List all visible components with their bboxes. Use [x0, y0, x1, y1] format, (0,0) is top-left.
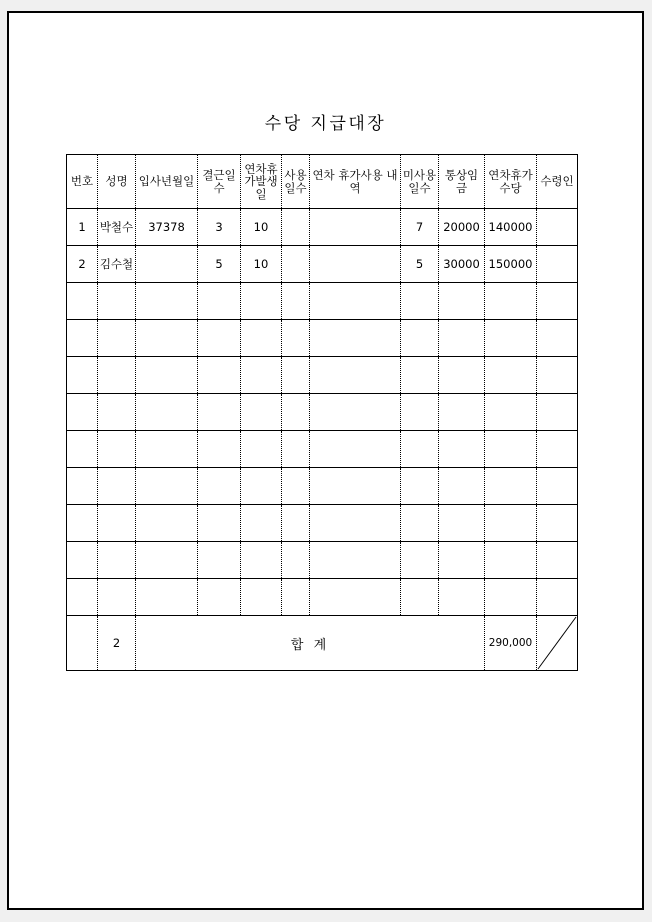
column-header-leave-allowance-label: 연차휴가수당 — [488, 168, 533, 195]
table-row[interactable] — [67, 505, 578, 542]
table-row[interactable] — [67, 431, 578, 468]
column-header-name-label: 성명 — [105, 174, 128, 189]
cell-absence-days: 5 — [198, 246, 241, 283]
cell-receiver — [537, 468, 578, 505]
table-row[interactable] — [67, 209, 578, 246]
cell-name — [98, 431, 136, 468]
cell-receiver — [537, 431, 578, 468]
table-row[interactable] — [67, 283, 578, 320]
cell-annual-leave-days: 10 — [241, 209, 282, 246]
cell-used-days — [282, 246, 310, 283]
table-total-row[interactable] — [67, 616, 578, 671]
cell-name: 김수철 — [98, 246, 136, 283]
cell-leave-allowance — [485, 505, 537, 542]
document-page — [7, 11, 644, 910]
cell-used-days — [282, 468, 310, 505]
cell-used-days — [282, 579, 310, 616]
cell-ordinary-wage — [439, 505, 485, 542]
column-header-leave-allowance — [485, 155, 537, 209]
cell-receiver — [537, 542, 578, 579]
cell-leave-allowance — [485, 579, 537, 616]
cell-name: 박철수 — [98, 209, 136, 246]
cell-usage-detail — [310, 246, 401, 283]
total-cell-count: 2 — [98, 616, 136, 671]
cell-join-date — [136, 505, 198, 542]
column-header-ordinary-wage-label: 통상임금 — [444, 168, 479, 195]
column-header-receiver — [537, 155, 578, 209]
cell-no — [67, 468, 98, 505]
cell-absence-days — [198, 505, 241, 542]
cell-join-date — [136, 357, 198, 394]
cell-join-date — [136, 579, 198, 616]
cell-unused-days — [401, 320, 439, 357]
column-header-annual-leave-days — [241, 155, 282, 209]
cell-ordinary-wage: 30000 — [439, 246, 485, 283]
cell-used-days — [282, 283, 310, 320]
cell-join-date — [136, 542, 198, 579]
cell-used-days — [282, 505, 310, 542]
cell-ordinary-wage — [439, 320, 485, 357]
cell-annual-leave-days — [241, 505, 282, 542]
cell-leave-allowance: 140000 — [485, 209, 537, 246]
cell-annual-leave-days — [241, 542, 282, 579]
cell-used-days — [282, 320, 310, 357]
column-header-no-label: 번호 — [70, 174, 94, 189]
cell-leave-allowance — [485, 283, 537, 320]
cell-name — [98, 542, 136, 579]
cell-usage-detail — [310, 431, 401, 468]
column-header-used-days-label: 사용일수 — [284, 168, 307, 195]
table-row[interactable] — [67, 246, 578, 283]
cell-join-date — [136, 320, 198, 357]
cell-no — [67, 579, 98, 616]
table-row[interactable] — [67, 357, 578, 394]
total-amount: 290,000 — [485, 616, 537, 671]
cell-receiver — [537, 579, 578, 616]
cell-ordinary-wage — [439, 357, 485, 394]
cell-absence-days — [198, 542, 241, 579]
cell-usage-detail — [310, 357, 401, 394]
cell-leave-allowance — [485, 431, 537, 468]
cell-absence-days: 3 — [198, 209, 241, 246]
cell-used-days — [282, 542, 310, 579]
cell-no — [67, 394, 98, 431]
column-header-no — [67, 155, 98, 209]
cell-no — [67, 283, 98, 320]
cell-ordinary-wage — [439, 283, 485, 320]
cell-leave-allowance — [485, 468, 537, 505]
cell-unused-days: 5 — [401, 246, 439, 283]
cell-used-days — [282, 209, 310, 246]
table-row[interactable] — [67, 320, 578, 357]
cell-absence-days — [198, 394, 241, 431]
cell-ordinary-wage — [439, 468, 485, 505]
cell-join-date — [136, 283, 198, 320]
cell-ordinary-wage — [439, 542, 485, 579]
column-header-receiver-label: 수령인 — [540, 174, 574, 189]
cell-absence-days — [198, 431, 241, 468]
cell-annual-leave-days — [241, 320, 282, 357]
cell-unused-days — [401, 394, 439, 431]
table-row[interactable] — [67, 542, 578, 579]
cell-name — [98, 357, 136, 394]
cell-usage-detail — [310, 394, 401, 431]
table-header-row — [67, 155, 578, 209]
cell-leave-allowance: 150000 — [485, 246, 537, 283]
column-header-usage-detail — [310, 155, 401, 209]
table-row[interactable] — [67, 468, 578, 505]
cell-annual-leave-days — [241, 283, 282, 320]
cell-name — [98, 283, 136, 320]
cell-usage-detail — [310, 320, 401, 357]
column-header-absence-days-label: 결근일수 — [202, 168, 236, 195]
cell-no — [67, 320, 98, 357]
cell-used-days — [282, 394, 310, 431]
cell-ordinary-wage — [439, 431, 485, 468]
column-header-join-date — [136, 155, 198, 209]
cell-absence-days — [198, 579, 241, 616]
cell-absence-days — [198, 283, 241, 320]
cell-receiver — [537, 394, 578, 431]
cell-unused-days — [401, 357, 439, 394]
column-header-ordinary-wage — [439, 155, 485, 209]
cell-receiver — [537, 505, 578, 542]
cell-receiver — [537, 246, 578, 283]
cell-usage-detail — [310, 579, 401, 616]
cell-absence-days — [198, 320, 241, 357]
cell-join-date — [136, 246, 198, 283]
cell-leave-allowance — [485, 320, 537, 357]
cell-name — [98, 394, 136, 431]
column-header-unused-days-label: 미사용일수 — [402, 168, 437, 195]
total-label: 합 계 — [136, 616, 485, 671]
cell-usage-detail — [310, 209, 401, 246]
cell-join-date — [136, 468, 198, 505]
cell-ordinary-wage — [439, 579, 485, 616]
cell-usage-detail — [310, 468, 401, 505]
cell-no — [67, 542, 98, 579]
cell-unused-days — [401, 505, 439, 542]
table-body — [67, 209, 578, 671]
cell-name — [98, 505, 136, 542]
column-header-name — [98, 155, 136, 209]
cell-used-days — [282, 357, 310, 394]
cell-annual-leave-days — [241, 394, 282, 431]
cell-ordinary-wage — [439, 394, 485, 431]
total-cell-receiver-struck — [537, 616, 578, 671]
cell-leave-allowance — [485, 357, 537, 394]
cell-no — [67, 357, 98, 394]
column-header-join-date-label: 입사년월일 — [138, 174, 195, 189]
cell-join-date — [136, 394, 198, 431]
column-header-absence-days — [198, 155, 241, 209]
allowance-ledger-table-wrapper — [66, 154, 577, 671]
cell-unused-days — [401, 579, 439, 616]
cell-name — [98, 320, 136, 357]
column-header-unused-days — [401, 155, 439, 209]
cell-no: 2 — [67, 246, 98, 283]
cell-absence-days — [198, 468, 241, 505]
cell-join-date: 37378 — [136, 209, 198, 246]
column-header-annual-leave-days-label: 연차휴가발생일 — [244, 161, 278, 201]
cell-unused-days — [401, 542, 439, 579]
cell-used-days — [282, 431, 310, 468]
table-row[interactable] — [67, 579, 578, 616]
total-cell-no — [67, 616, 98, 671]
page-title: 수당 지급대장 — [264, 114, 387, 134]
cell-name — [98, 579, 136, 616]
cell-annual-leave-days: 10 — [241, 246, 282, 283]
column-header-usage-detail-label: 연차 휴가사용 내역 — [312, 168, 398, 195]
cell-annual-leave-days — [241, 468, 282, 505]
allowance-ledger-table — [66, 154, 578, 671]
diagonal-strike-icon — [537, 616, 577, 670]
cell-annual-leave-days — [241, 357, 282, 394]
cell-annual-leave-days — [241, 431, 282, 468]
cell-usage-detail — [310, 542, 401, 579]
cell-name — [98, 468, 136, 505]
cell-no — [67, 505, 98, 542]
cell-ordinary-wage: 20000 — [439, 209, 485, 246]
cell-usage-detail — [310, 283, 401, 320]
cell-absence-days — [198, 357, 241, 394]
cell-unused-days — [401, 468, 439, 505]
cell-receiver — [537, 209, 578, 246]
table-row[interactable] — [67, 394, 578, 431]
cell-receiver — [537, 283, 578, 320]
cell-join-date — [136, 431, 198, 468]
cell-unused-days: 7 — [401, 209, 439, 246]
cell-unused-days — [401, 283, 439, 320]
cell-unused-days — [401, 431, 439, 468]
cell-annual-leave-days — [241, 579, 282, 616]
cell-receiver — [537, 320, 578, 357]
cell-receiver — [537, 357, 578, 394]
cell-leave-allowance — [485, 542, 537, 579]
cell-leave-allowance — [485, 394, 537, 431]
column-header-used-days — [282, 155, 310, 209]
cell-no: 1 — [67, 209, 98, 246]
cell-usage-detail — [310, 505, 401, 542]
cell-no — [67, 431, 98, 468]
